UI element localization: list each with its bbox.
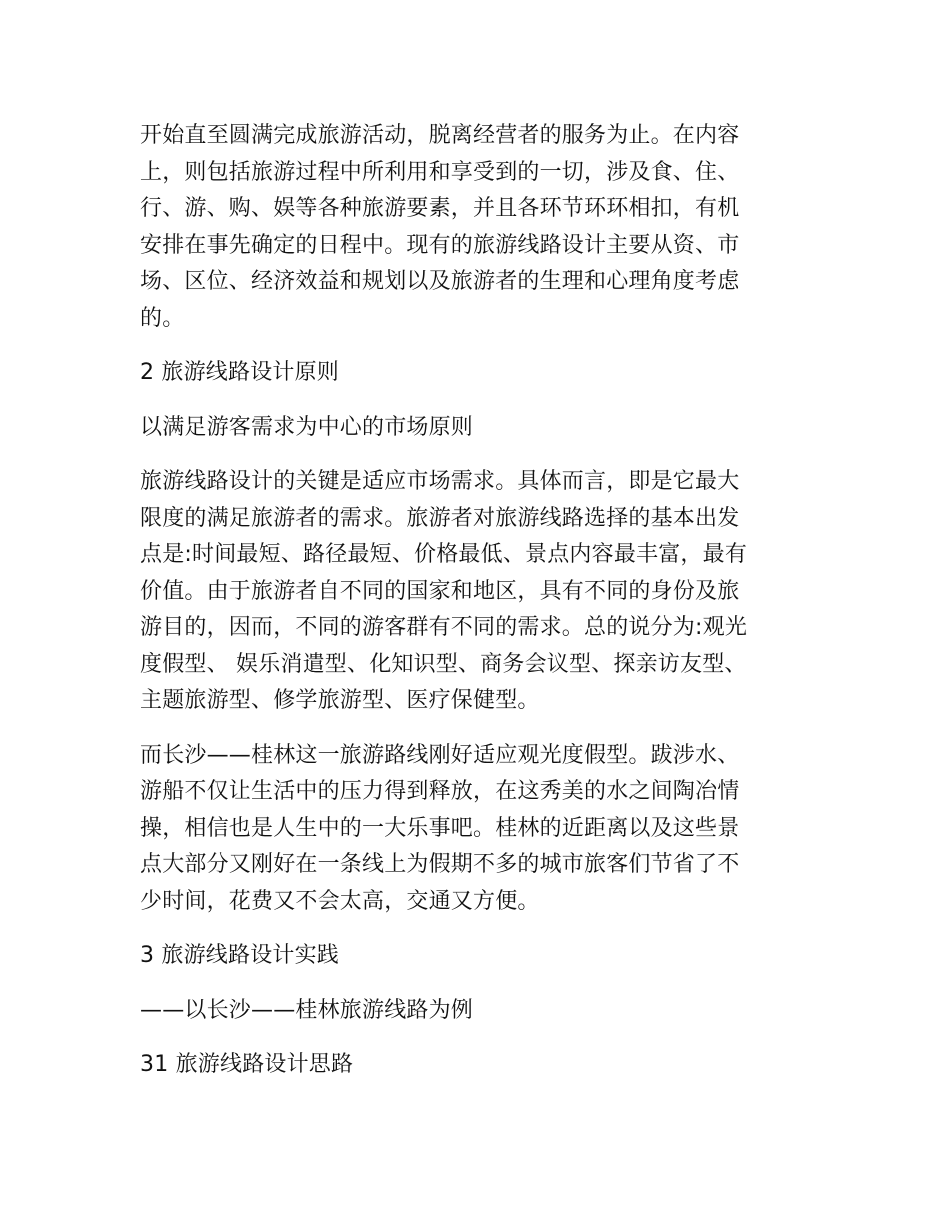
text-line: 少时间，花费又不会太高，交通又方便。 [140,888,540,914]
text-line: 主题旅游型、修学旅游型、医疗保健型。 [140,688,540,713]
paragraph-market-demand [140,464,812,720]
text-line: 开始直至圆满完成旅游活动，脱离经营者的服务为止。在内容 [140,123,740,148]
paragraph-changsha-guilin [140,738,812,921]
text-line: 的。 [140,305,185,331]
text-line: 旅游线路设计的关键是适应市场需求。具体而言，即是它最大 [140,469,740,494]
text-line: 而长沙——桂林这一旅游路线刚好适应观光度假型。跋涉水、 [140,742,740,768]
document-page [140,118,812,1102]
text-line: 价值。由于旅游者自不同的国家和地区，具有不同的身份及旅 [140,578,740,604]
text-line: 场、区位、经济效益和规划以及旅游者的生理和心理角度考虑 [140,269,740,294]
text-line: 点是:时间最短、路径最短、价格最低、景点内容最丰富，最有 [140,542,748,567]
section-heading-2: 2 旅游线路设计原则 [140,360,339,385]
subsection-heading-example: ——以长沙——桂林旅游线路为例 [140,997,474,1023]
text-line: 限度的满足旅游者的需求。旅游者对旅游线路选择的基本出发 [140,505,740,531]
text-line: 游船不仅让生活中的压力得到释放，在这秀美的水之间陶冶情 [140,779,740,804]
text-line: 操，相信也是人生中的一大乐事吧。桂林的近距离以及这些景 [140,815,740,841]
subsection-heading-market-principle: 以满足游客需求为中心的市场原则 [140,414,474,440]
text-line: 上，则包括旅游过程中所利用和享受到的一切，涉及食、住、 [140,159,740,185]
text-line: 游目的，因而，不同的游客群有不同的需求。总的说分为:观光 [140,615,748,640]
text-line: 度假型、 娱乐消遣型、化知识型、商务会议型、探亲访友型、 [140,651,747,677]
text-line: 点大部分又刚好在一条线上为假期不多的城市旅客们节省了不 [140,852,740,877]
section-heading-3-1: 31 旅游线路设计思路 [140,1052,354,1077]
text-line: 行、游、购、娱等各种旅游要素，并且各环节环环相扣，有机 [140,196,740,221]
paragraph-route-definition [140,118,812,337]
text-line: 安排在事先确定的日程中。现有的旅游线路设计主要从资、市 [140,232,740,258]
section-heading-3: 3 旅游线路设计实践 [140,943,339,968]
